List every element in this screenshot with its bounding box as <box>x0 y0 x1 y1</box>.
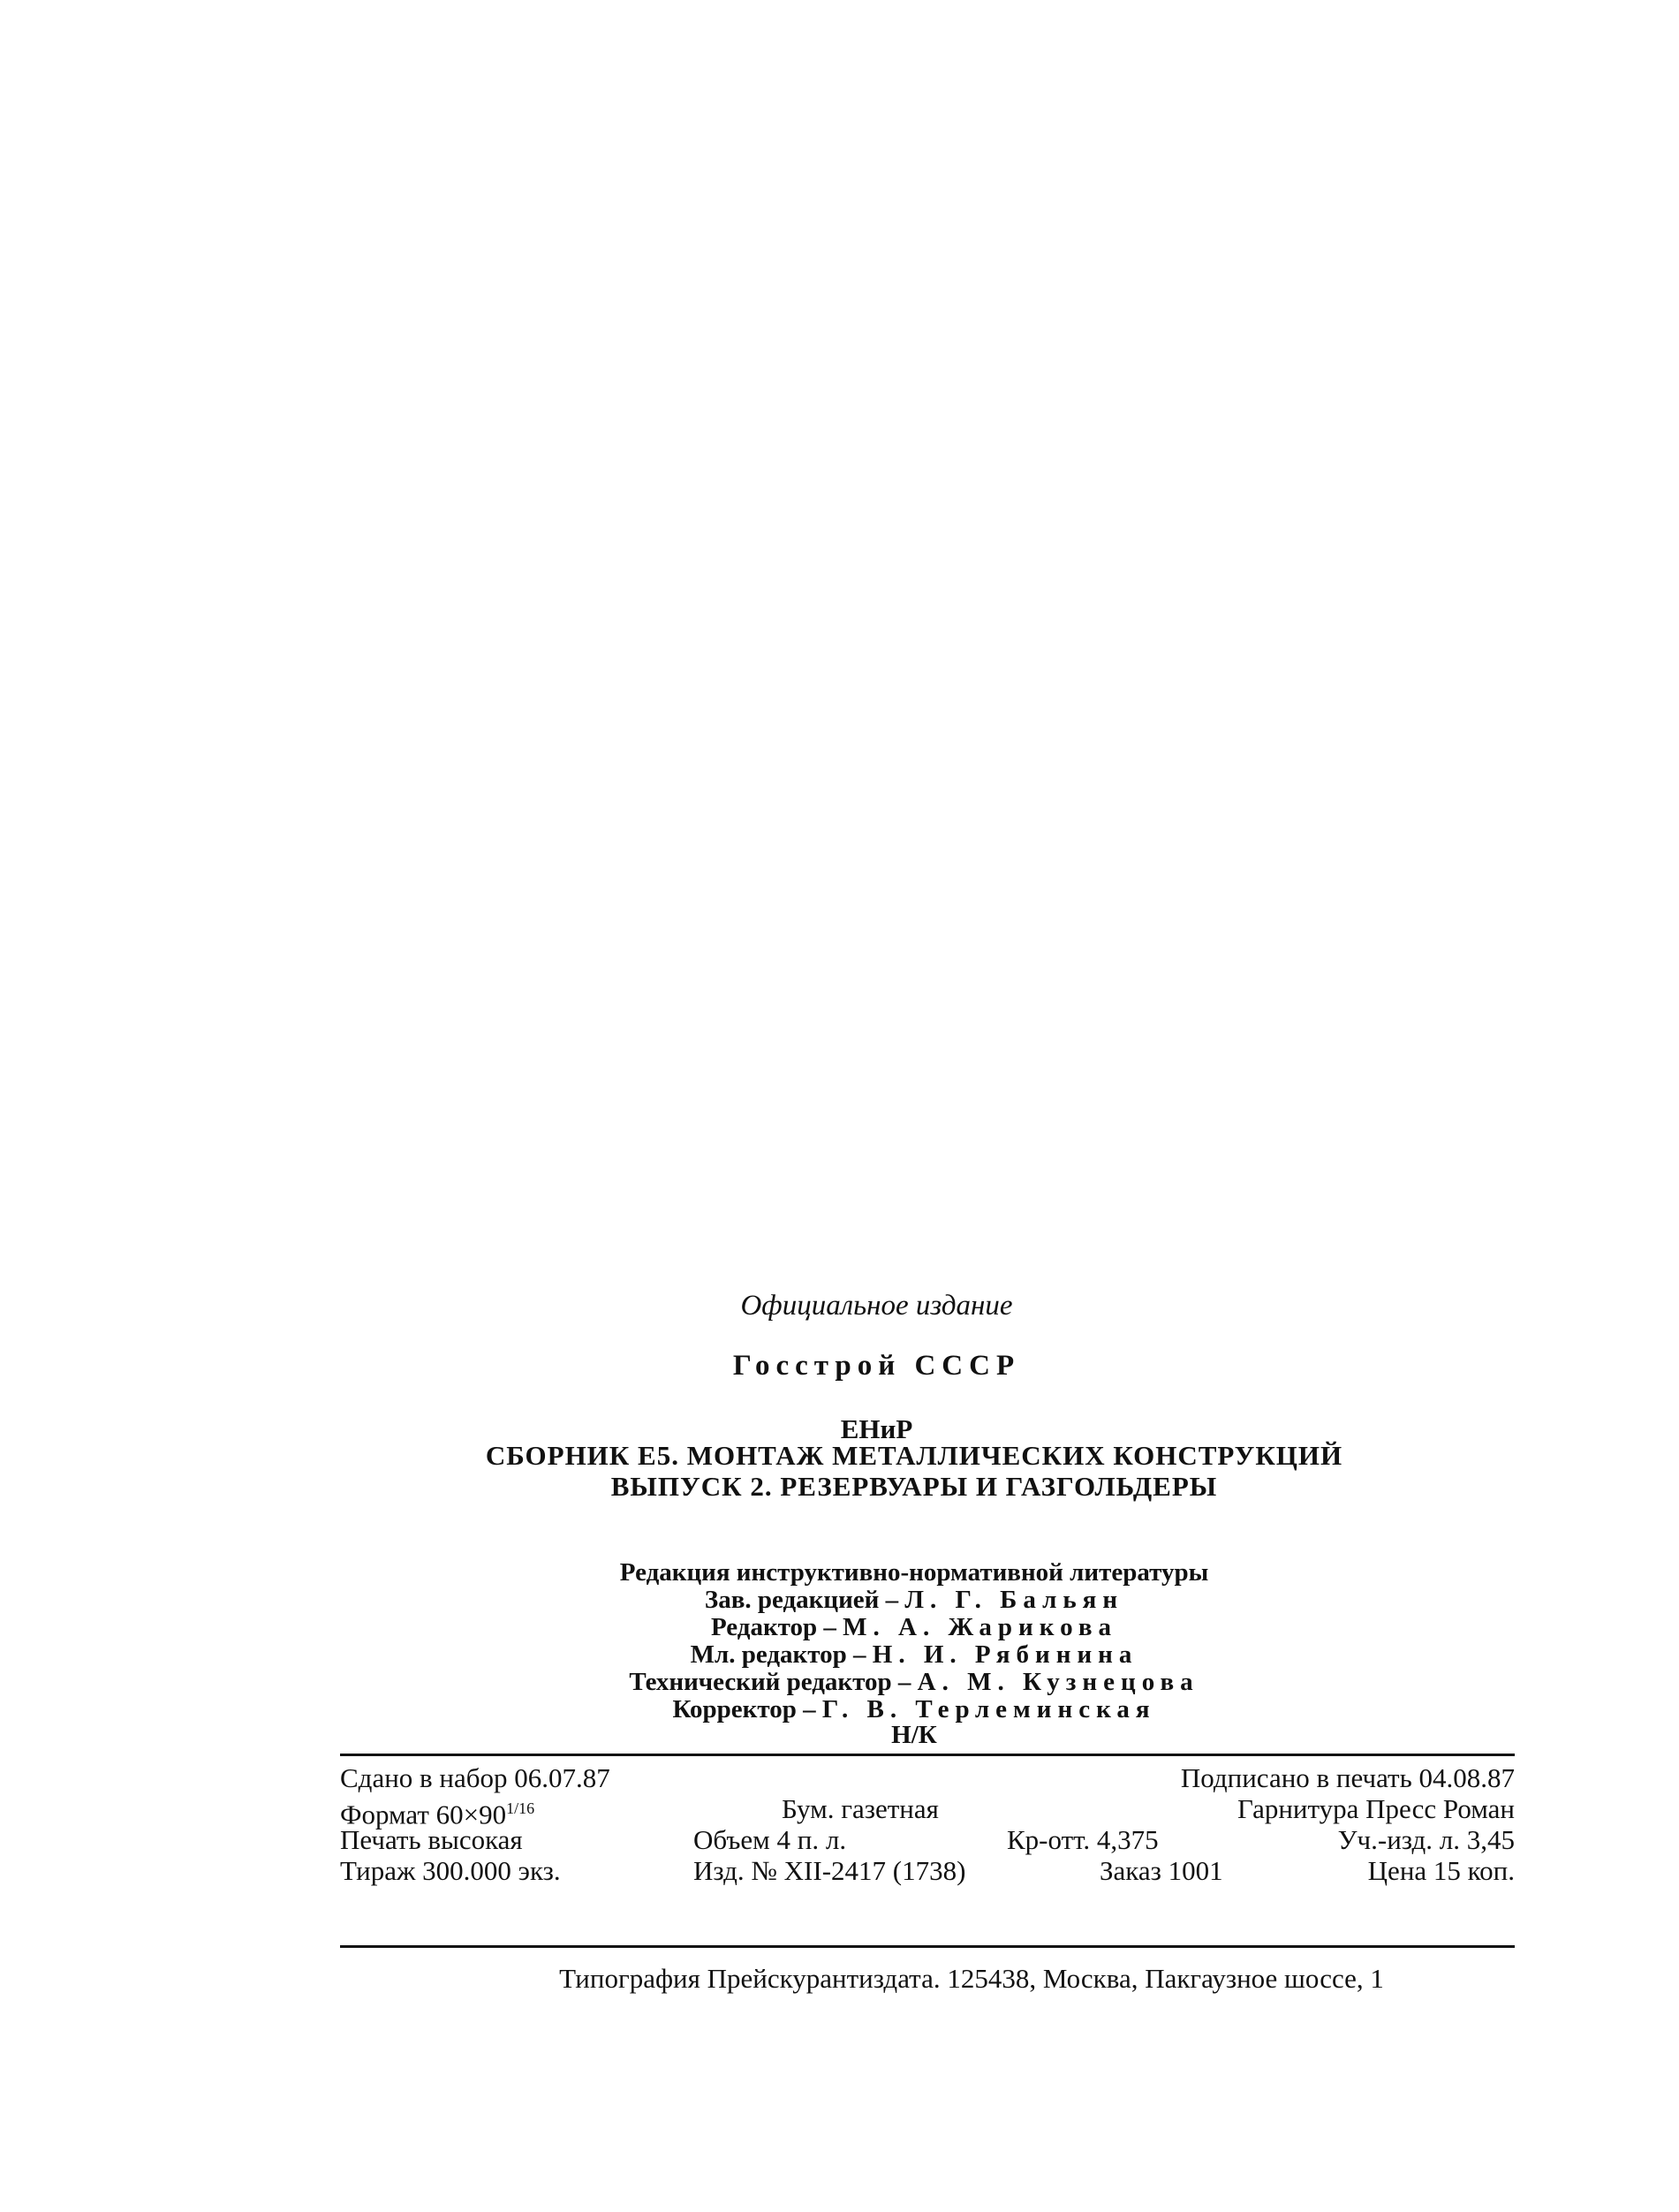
top-divider <box>340 1754 1515 1756</box>
editorial-department: Редакция инструктивно-нормативной литературы <box>619 1558 1209 1587</box>
format-fraction: 1/16 <box>506 1799 535 1817</box>
staff-name: А. М. Кузнецова <box>917 1668 1199 1696</box>
staff-line <box>314 1587 1515 1614</box>
staff-role: Мл. редактор – <box>690 1640 866 1669</box>
staff-role: Редактор – <box>710 1613 836 1641</box>
staff-line <box>314 1696 1515 1723</box>
spec-row <box>340 1762 1515 1793</box>
signed-date: Подписано в печать 04.08.87 <box>1180 1762 1515 1793</box>
print-specs <box>340 1762 1515 1886</box>
staff-name: М. А. Жарикова <box>843 1613 1118 1641</box>
price: Цена 15 коп. <box>1367 1855 1515 1886</box>
typeface: Гарнитура Пресс Роман <box>1237 1793 1515 1824</box>
spec-row <box>340 1824 1515 1855</box>
printing-method: Печать высокая <box>340 1824 523 1855</box>
staff-role: Зав. редакцией – <box>704 1586 899 1614</box>
organization-name: Госстрой СССР <box>732 1350 1021 1382</box>
volume: Объем 4 п. л. <box>693 1824 847 1855</box>
spec-row <box>340 1793 1515 1830</box>
izd-number: Изд. № XII-2417 (1738) <box>693 1855 966 1886</box>
circulation: Тираж 300.000 экз. <box>340 1855 561 1886</box>
format-prefix: Формат 60×90 <box>340 1799 507 1830</box>
order-number: Заказ 1001 <box>1100 1855 1223 1886</box>
staff-role: Корректор – <box>672 1695 816 1723</box>
paper-type: Бум. газетная <box>782 1793 939 1824</box>
staff-name: Л. Г. Бальян <box>904 1586 1124 1614</box>
staff-line <box>314 1669 1515 1696</box>
uch-izd: Уч.-изд. л. 3,45 <box>1337 1824 1515 1855</box>
staff-name: Н. И. Рябинина <box>872 1640 1138 1669</box>
staff-line <box>314 1641 1515 1669</box>
bottom-divider <box>340 1945 1515 1948</box>
issue-title: ВЫПУСК 2. РЕЗЕРВУАРЫ И ГАЗГОЛЬДЕРЫ <box>610 1471 1218 1502</box>
staff-role: Технический редактор – <box>629 1668 911 1696</box>
staff-name: Г. В. Терлеминская <box>821 1695 1156 1723</box>
enir-label: ЕНиР <box>840 1413 913 1444</box>
printer-address: Типография Прейскурантиздата. 125438, Москва, Пакгаузное шоссе, 1 <box>559 1963 1384 1994</box>
collection-title: СБОРНИК Е5. МОНТАЖ МЕТАЛЛИЧЕСКИХ КОНСТРУКЦИЙ <box>485 1440 1343 1471</box>
nk-mark: Н/К <box>891 1721 937 1749</box>
kr-ott: Кр-отт. 4,375 <box>1007 1824 1159 1855</box>
typeset-date: Сдано в набор 06.07.87 <box>340 1762 610 1793</box>
staff-line <box>314 1614 1515 1641</box>
spec-row <box>340 1855 1515 1886</box>
editorial-credits <box>314 1559 1515 1723</box>
official-edition-label: Официальное издание <box>740 1290 1013 1322</box>
